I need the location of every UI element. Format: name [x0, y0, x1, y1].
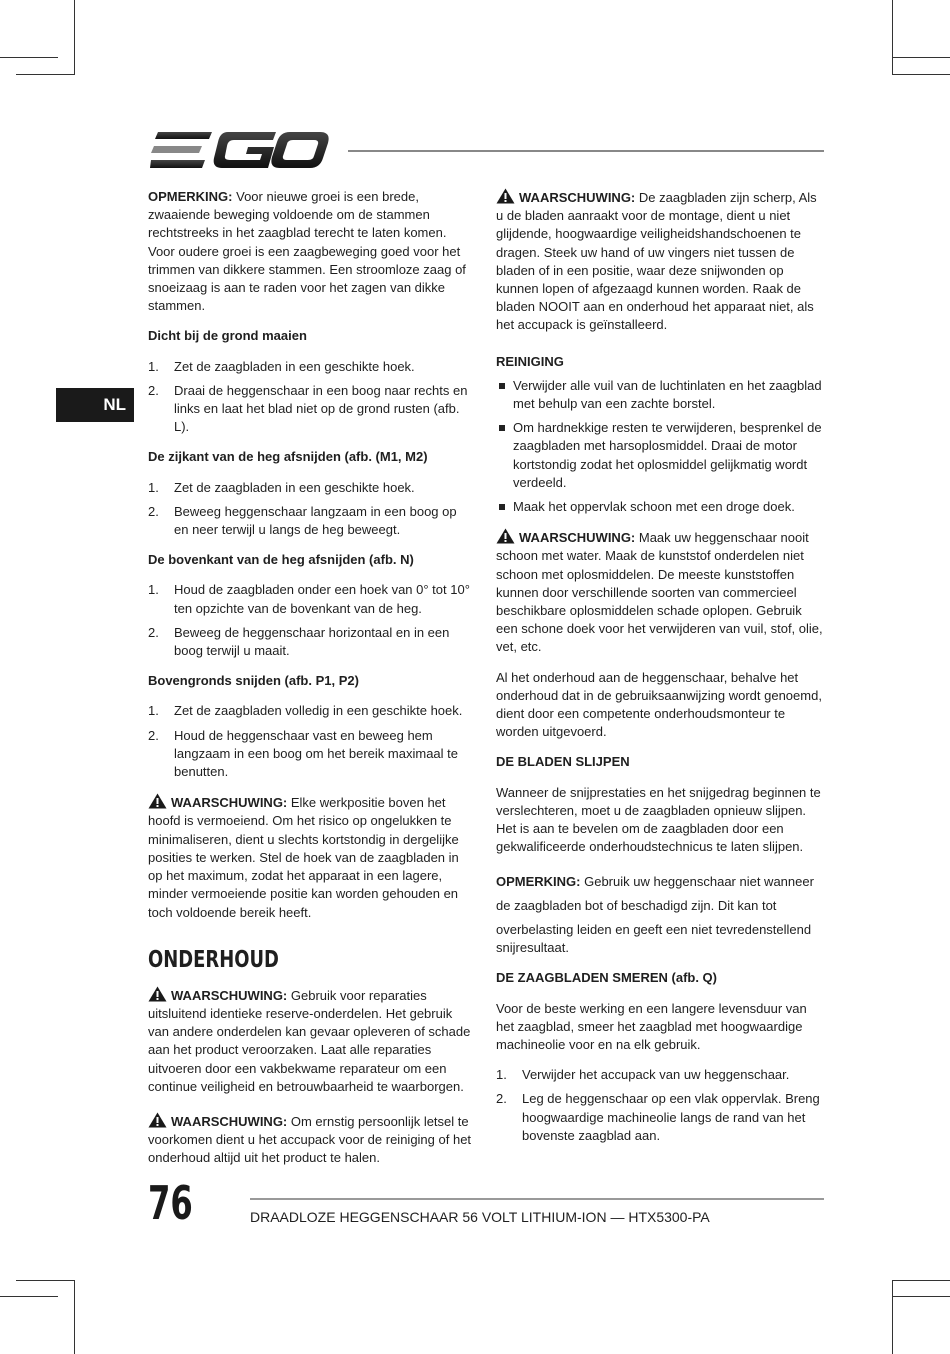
list-item — [148, 727, 472, 782]
warning-triangle-icon — [148, 986, 167, 1002]
warning-text: Elke werkpositie boven het hoofd is vermoeiend. Om het risico op ongelukken te minimaliseren, dient u slechts kortstondig in dergelijke posities te werken. Stel de hoek van de zaagbladen in op het maximum, zodat het apparaat in een lagere, minder vermoeiende positie kan worden gehouden en toch voldoende bereik heeft. — [148, 795, 459, 920]
numbered-list — [496, 1066, 826, 1145]
maintenance-paragraph: Al het onderhoud aan de heggenschaar, behalve het onderhoud dat in de gebruiksaanwijzing wordt genoemd, dient door een competente onderhoudsmonteur te worden uitgevoerd. — [496, 669, 822, 740]
list-item — [496, 1066, 826, 1084]
note-label: OPMERKING: — [148, 189, 233, 204]
list-number: 1. — [148, 582, 159, 598]
note-line — [496, 873, 826, 891]
list-text: Zet de zaagbladen in een geschikte hoek. — [174, 358, 415, 374]
section-heading: DE ZAAGBLADEN SMEREN (afb. Q) — [496, 970, 717, 986]
warning-text: De zaagbladen zijn scherp, Als u de bladen aanraakt voor de montage, dient u niet glijdende, hoogwaardige veiligheidshandschoenen te dragen. Steek uw hand of uw vingers niet tussen de bladen of in een positie, waar deze snijwonden op kunnen lopen of afgezaagd kunnen worden. Raak de bladen NOOIT aan en onderhoud het apparaat niet, als het accupack is geïnstalleerd. — [496, 190, 817, 333]
note-text: Voor nieuwe groei is een brede, zwaaiende beweging voldoende om de stammen rechtstreeks in het zaagblad terecht te laten komen. Voor oudere groei is een zaagbeweging goed voor het trimmen van dikkere stammen. Een stroomloze zaag of snoeizaag is aan te raden voor het zagen van dikke stammen. — [148, 189, 466, 314]
language-tab: NL — [56, 388, 134, 422]
list-item — [148, 479, 472, 497]
list-text: Om hardnekkige resten te verwijderen, besprenkel de zaagbladen met harsoplosmiddel. Draai de motor kortstondig zodat het oplosmiddel gelijkmatig wordt verdeeld. — [513, 420, 822, 490]
list-text: Verwijder het accupack van uw heggenschaar. — [522, 1067, 790, 1083]
crop-mark — [892, 1280, 950, 1281]
list-number: 2. — [496, 1091, 507, 1107]
list-item — [496, 1090, 826, 1145]
list-text: Leg de heggenschaar op een vlak oppervlak. Breng hoogwaardige machineolie langs de rand van het bovenste zaagblad aan. — [522, 1091, 820, 1143]
list-text: Beweeg heggenschaar langzaam in een boog op en neer terwijl u langs de heg beweegt. — [174, 503, 457, 538]
crop-mark — [74, 0, 75, 75]
left-column — [148, 188, 472, 1180]
bullet-list — [496, 377, 826, 516]
list-item — [148, 702, 472, 720]
list-item — [148, 581, 472, 617]
section-heading: De bovenkant van de heg afsnijden (afb. N) — [148, 552, 414, 568]
warning-paragraph — [148, 793, 472, 921]
crop-mark — [892, 0, 893, 75]
list-text: Houd de heggenschaar vast en beweeg hem langzaam in een boog om het bereik maximaal te benutten. — [174, 727, 458, 780]
section-title-onderhoud: ONDERHOUD — [148, 946, 279, 973]
warning-text: Maak uw heggenschaar nooit schoon met water. Maak de kunststof onderdelen niet schoon met oplosmiddelen. De meeste kunststoffen kunnen door verschillende soorten van commercieel beschikbare oplosmiddelen schade oplopen. Gebruik een schone doek voor het verwijderen van vuil, stof, olie, vet, etc. — [496, 530, 823, 655]
sharpen-paragraph: Wanneer de snijprestaties en het snijgedrag beginnen te verslechteren, moet u de zaagbladen opnieuw slijpen. Het is aan te bevelen om de zaagbladen door een gekwalificeerde onderhoudstechnicus te laten slijpen. — [496, 784, 821, 855]
note-paragraph — [148, 188, 472, 315]
crop-mark — [16, 74, 74, 75]
list-number: 1. — [148, 703, 159, 719]
warning-triangle-icon — [496, 188, 515, 204]
note-line: overbelasting leiden en geeft een niet tevredenstellend snijresultaat. — [496, 921, 812, 956]
warning-label: WAARSCHUWING: — [171, 795, 288, 811]
warning-paragraph — [496, 188, 826, 335]
list-number: 2. — [148, 503, 159, 519]
warning-paragraph — [148, 1112, 472, 1168]
crop-mark — [74, 1280, 75, 1354]
list-item — [496, 498, 826, 516]
footer-rule — [250, 1198, 824, 1200]
bullet-square-icon — [499, 383, 505, 389]
list-number: 2. — [148, 624, 159, 640]
warning-label: WAARSCHUWING: — [519, 190, 636, 205]
warning-triangle-icon — [148, 1112, 167, 1128]
warning-label: WAARSCHUWING: — [519, 530, 636, 546]
crop-mark — [16, 1280, 74, 1281]
section-heading: Bovengronds snijden (afb. P1, P2) — [148, 673, 359, 689]
note-text: Gebruik uw heggenschaar niet wanneer — [580, 873, 814, 889]
page-number: 76 — [148, 1176, 193, 1230]
list-number: 1. — [148, 479, 159, 495]
footer-title: DRAADLOZE HEGGENSCHAAR 56 VOLT LITHIUM-ION — HTX5300-PA — [250, 1209, 710, 1225]
warning-text: Om ernstig persoonlijk letsel te voorkomen dient u het accupack voor de reiniging of het onderhoud altijd uit het product te halen. — [148, 1113, 472, 1166]
section-heading: DE BLADEN SLIJPEN — [496, 754, 630, 770]
crop-mark — [892, 1296, 950, 1297]
numbered-list — [148, 581, 472, 660]
section-heading: REINIGING — [496, 353, 564, 369]
list-text: Zet de zaagbladen volledig in een geschikte hoek. — [174, 703, 463, 719]
right-column — [496, 188, 826, 1157]
list-number: 2. — [148, 727, 159, 743]
list-number: 1. — [148, 358, 159, 374]
list-text: Verwijder alle vuil van de luchtinlaten en het zaagblad met behulp van een zachte borstel. — [513, 377, 822, 412]
note-line: de zaagbladen bot of beschadigd zijn. Dit kan tot — [496, 897, 777, 913]
list-item — [496, 419, 826, 492]
list-item — [148, 624, 472, 660]
section-heading: De zijkant van de heg afsnijden (afb. (M1, M2) — [148, 449, 428, 465]
numbered-list — [148, 358, 472, 437]
crop-mark — [892, 1280, 893, 1354]
warning-triangle-icon — [148, 793, 167, 809]
list-number: 2. — [148, 382, 159, 398]
section-heading: Dicht bij de grond maaien — [148, 328, 307, 344]
list-text: Draai de heggenschaar in een boog naar rechts en links en laat het blad niet op de grond rusten (afb. L). — [174, 382, 468, 435]
crop-mark — [892, 57, 950, 58]
crop-mark — [0, 57, 58, 58]
crop-mark — [892, 74, 950, 75]
list-item — [148, 382, 472, 437]
list-text: Zet de zaagbladen in een geschikte hoek. — [174, 479, 415, 495]
list-number: 1. — [496, 1067, 507, 1083]
crop-mark — [0, 1296, 58, 1297]
lube-paragraph: Voor de beste werking en een langere levensduur van het zaagblad, smeer het zaagblad met hoogwaardige machineolie voor en na elk gebruik. — [496, 1000, 807, 1052]
list-text: Beweeg de heggenschaar horizontaal en in een boog terwijl u maait. — [174, 624, 450, 659]
warning-label: WAARSCHUWING: — [171, 987, 288, 1003]
warning-text: Gebruik voor reparaties uitsluitend identieke reserve-onderdelen. Het gebruik van andere onderdelen kan gevaar opleveren of schade aan het product veroorzaken. Laat alle reparaties uitvoeren door een vakbekwame reparateur om een continue veiligheid en betrouwbaarheid te waarborgen. — [148, 987, 471, 1094]
warning-label: WAARSCHUWING: — [171, 1113, 288, 1129]
warning-triangle-icon — [496, 528, 515, 544]
warning-paragraph — [496, 528, 826, 656]
list-text: Houd de zaagbladen onder een hoek van 0° tot 10° ten opzichte van de bovenkant van de heg. — [174, 582, 470, 616]
ego-logo — [150, 130, 330, 170]
bullet-square-icon — [499, 425, 505, 431]
warning-paragraph — [148, 986, 472, 1096]
bullet-square-icon — [499, 504, 505, 510]
note-paragraph — [496, 873, 826, 958]
numbered-list — [148, 702, 472, 781]
header-rule — [348, 150, 824, 152]
list-item — [496, 377, 826, 413]
list-item — [148, 358, 472, 376]
numbered-list — [148, 479, 472, 540]
note-label: OPMERKING: — [496, 873, 581, 889]
list-text: Maak het oppervlak schoon met een droge doek. — [513, 499, 795, 515]
list-item — [148, 503, 472, 539]
